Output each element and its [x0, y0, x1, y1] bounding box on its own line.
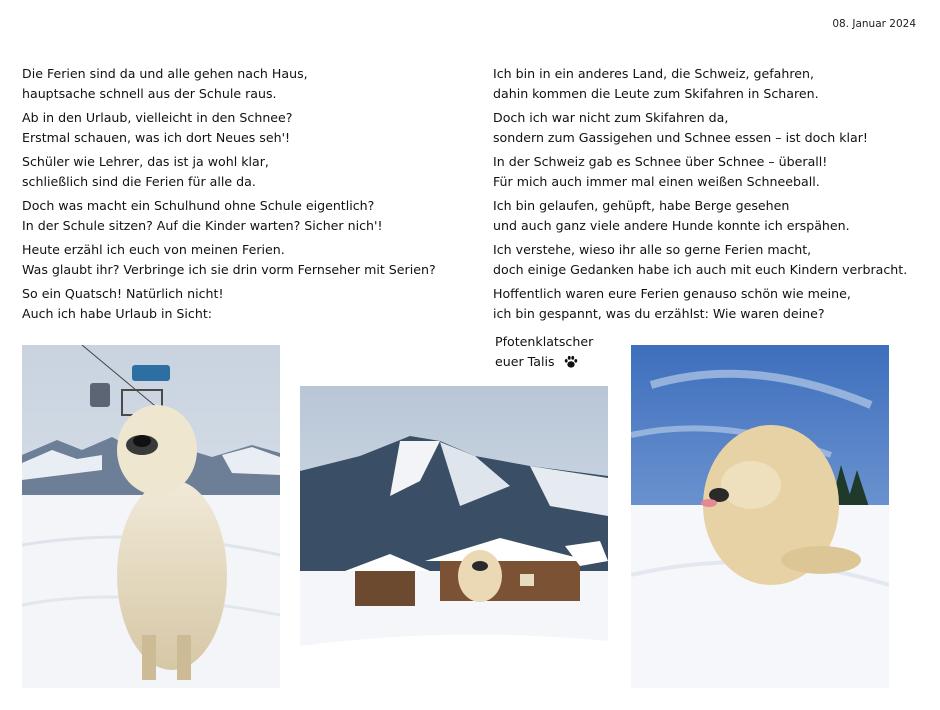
poem-line: Die Ferien sind da und alle gehen nach Haus, — [22, 66, 308, 81]
poem-line: Doch was macht ein Schulhund ohne Schule eigentlich? — [22, 198, 375, 213]
poem-line: Ich bin in ein anderes Land, die Schweiz, gefahren, — [493, 66, 815, 81]
poem-stanza — [22, 240, 462, 280]
poem-line: Ich bin gelaufen, gehüpft, habe Berge gesehen — [493, 198, 790, 213]
poem-stanza — [493, 284, 923, 324]
poem-line: In der Schule sitzen? Auf die Kinder warten? Sicher nich'! — [22, 218, 383, 233]
poem-stanza — [22, 108, 462, 148]
poem-stanza — [22, 196, 462, 236]
signature-greeting: Pfotenklatscher — [495, 334, 594, 349]
poem-line: Ab in den Urlaub, vielleicht in den Schnee? — [22, 110, 293, 125]
poem-line: dahin kommen die Leute zum Skifahren in Scharen. — [493, 86, 819, 101]
poem-stanza — [493, 152, 923, 192]
photo-dog-lying-in-snow — [631, 345, 889, 688]
signature-line-2 — [495, 352, 593, 372]
poem-line: Auch ich habe Urlaub in Sicht: — [22, 306, 213, 321]
poem-left-column — [22, 64, 462, 328]
poem-line: Für mich auch immer mal einen weißen Schneeball. — [493, 174, 820, 189]
poem-line: doch einige Gedanken habe ich auch mit euch Kindern verbracht. — [493, 262, 908, 277]
poem-line: sondern zum Gassigehen und Schnee essen – ist doch klar! — [493, 130, 868, 145]
paw-print-icon — [563, 354, 579, 370]
poem-line: Doch ich war nicht zum Skifahren da, — [493, 110, 729, 125]
poem-line: hauptsache schnell aus der Schule raus. — [22, 86, 277, 101]
photo-dog-in-mountain-village — [300, 386, 608, 688]
poem-line: Was glaubt ihr? Verbringe ich sie drin vorm Fernseher mit Serien? — [22, 262, 436, 277]
poem-stanza — [493, 240, 923, 280]
poem-stanza — [493, 196, 923, 236]
signature — [495, 332, 593, 372]
poem-line: ich bin gespannt, was du erzählst: Wie waren deine? — [493, 306, 825, 321]
poem-stanza — [22, 284, 462, 324]
poem-line: So ein Quatsch! Natürlich nicht! — [22, 286, 224, 301]
poem-right-column — [493, 64, 923, 328]
poem-stanza — [493, 108, 923, 148]
poem-line: Ich verstehe, wieso ihr alle so gerne Ferien macht, — [493, 242, 812, 257]
poem-line: In der Schweiz gab es Schnee über Schnee – überall! — [493, 154, 828, 169]
signature-name: euer Talis — [495, 354, 555, 369]
poem-line: schließlich sind die Ferien für alle da. — [22, 174, 256, 189]
poem-stanza — [22, 152, 462, 192]
poem-line: Hoffentlich waren eure Ferien genauso schön wie meine, — [493, 286, 851, 301]
date-label: 08. Januar 2024 — [832, 18, 916, 30]
poem-stanza — [22, 64, 462, 104]
poem-line: Schüler wie Lehrer, das ist ja wohl klar, — [22, 154, 269, 169]
poem-line: Heute erzähl ich euch von meinen Ferien. — [22, 242, 285, 257]
signature-line-1 — [495, 332, 593, 352]
photo-dog-standing-in-snow — [22, 345, 280, 688]
poem-line: Erstmal schauen, was ich dort Neues seh'! — [22, 130, 291, 145]
poem-line: und auch ganz viele andere Hunde konnte ich erspähen. — [493, 218, 850, 233]
poem-stanza — [493, 64, 923, 104]
